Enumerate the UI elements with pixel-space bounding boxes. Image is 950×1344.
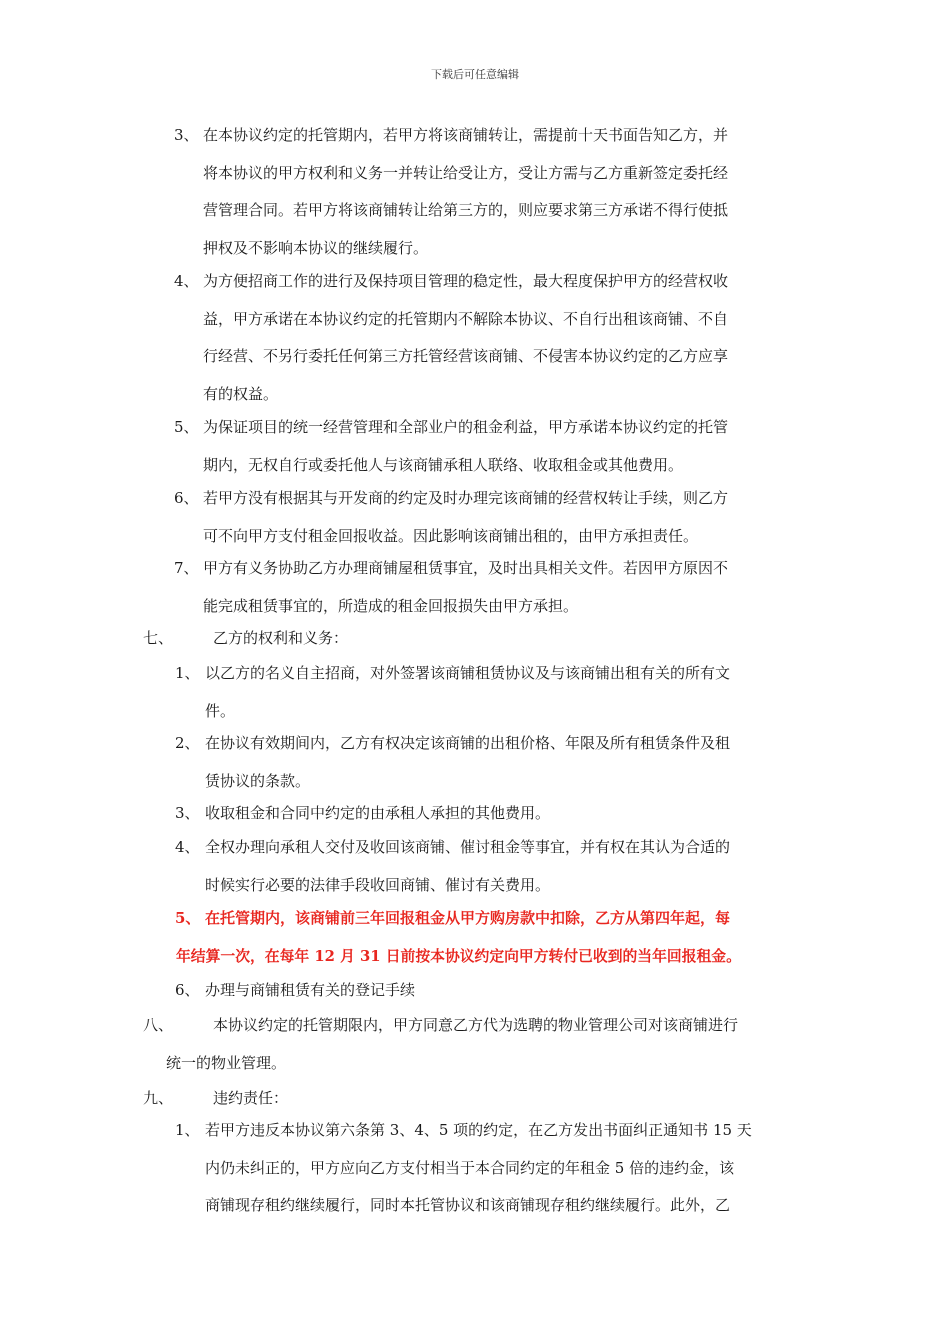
- text-line: 行经营、不另行委托任何第三方托管经营该商铺、不侵害本协议约定的乙方应享: [203, 347, 729, 365]
- text-line: 能完成租赁事宜的，所造成的租金回报损失由甲方承担。: [203, 596, 579, 615]
- list-item: [174, 550, 808, 625]
- section-heading: [143, 620, 349, 658]
- section-title: 乙方的权利和义务：: [213, 629, 349, 647]
- list-item: [175, 1112, 810, 1225]
- item-number: 1、: [175, 664, 200, 682]
- list-item: [174, 480, 808, 555]
- text-line: 在本协议约定的托管期内，若甲方将该商铺转让，需提前十天书面告知乙方，并: [203, 126, 729, 144]
- list-item: [174, 263, 808, 413]
- list-item: [174, 409, 808, 484]
- text-line: 若甲方没有根据其与开发商的约定及时办理完该商铺的经营权转让手续，则乙方: [203, 489, 729, 507]
- item-number: 6、: [174, 489, 199, 507]
- text-line: 若甲方违反本协议第六条第 3、4、5 项的约定，在乙方发出书面纠正通知书 15 天: [205, 1121, 752, 1139]
- section-number: 九、: [143, 1089, 174, 1107]
- section-number: 八、: [143, 1016, 174, 1034]
- item-number: 7、: [174, 559, 199, 577]
- section-number: 七、: [143, 629, 174, 647]
- text-line: 押权及不影响本协议的继续履行。: [203, 238, 429, 257]
- text-line: 将本协议的甲方权利和义务一并转让给受让方，受让方需与乙方重新签定委托经: [203, 163, 729, 182]
- list-item: [175, 972, 810, 1010]
- list-item: [175, 725, 810, 800]
- text-line: 期内，无权自行或委托他人与该商铺承租人联络、收取租金或其他费用。: [203, 455, 684, 474]
- item-number: 4、: [175, 838, 200, 856]
- text-line: 办理与商铺租赁有关的登记手续: [205, 981, 416, 999]
- item-number: 1、: [175, 1121, 200, 1139]
- text-line: 收取租金和合同中约定的由承租人承担的其他费用。: [205, 804, 551, 822]
- item-number: 2、: [175, 734, 200, 752]
- list-item: [175, 795, 810, 833]
- text-line: 时候实行必要的法律手段收回商铺、催讨有关费用。: [205, 875, 551, 894]
- section-heading: [143, 1080, 289, 1118]
- text-line: 为方便招商工作的进行及保持项目管理的稳定性，最大程度保护甲方的经营权收: [203, 272, 729, 290]
- item-number: 3、: [174, 126, 199, 144]
- item-number: 5、: [174, 418, 199, 436]
- highlighted-list-item: [175, 900, 820, 975]
- list-item: [174, 117, 808, 267]
- text-line: 甲方有义务协助乙方办理商铺屋租赁事宜，及时出具相关文件。若因甲方原因不: [203, 559, 729, 577]
- text-line: 赁协议的条款。: [205, 771, 311, 790]
- section-title: 违约责任：: [213, 1089, 289, 1107]
- text-line: 可不向甲方支付租金回报收益。因此影响该商铺出租的，由甲方承担责任。: [203, 526, 699, 545]
- text-line: 件。: [205, 701, 236, 720]
- section-text-cont: [166, 1045, 796, 1083]
- text-line: 营管理合同。若甲方将该商铺转让给第三方的，则应要求第三方承诺不得行使抵: [203, 201, 729, 219]
- text-line: 以乙方的名义自主招商，对外签署该商铺租赁协议及与该商铺出租有关的所有文: [205, 664, 731, 682]
- text-line: 有的权益。: [203, 384, 279, 403]
- list-item: [175, 829, 810, 904]
- item-number: 4、: [174, 272, 199, 290]
- text-line: 为保证项目的统一经营管理和全部业户的租金利益，甲方承诺本协议约定的托管: [203, 418, 729, 436]
- text-line: 益，甲方承诺在本协议约定的托管期内不解除本协议、不自行出租该商铺、不自: [203, 309, 729, 328]
- item-number: 6、: [175, 981, 200, 999]
- item-number: 5、: [175, 909, 201, 927]
- text-line: 年结算一次，在每年 12 月 31 日前按本协议约定向甲方转付已收到的当年回报租金。: [176, 947, 741, 965]
- text-line: 商铺现存租约继续履行，同时本托管协议和该商铺现存租约继续履行。此外，乙: [205, 1196, 731, 1214]
- list-item: [175, 655, 810, 730]
- text-line: 本协议约定的托管期限内，甲方同意乙方代为选聘的物业管理公司对该商铺进行: [213, 1016, 739, 1034]
- section-text: [213, 1007, 808, 1045]
- text-line: 全权办理向承租人交付及收回该商铺、催讨租金等事宜，并有权在其认为合适的: [205, 838, 731, 856]
- text-line: 在协议有效期间内，乙方有权决定该商铺的出租价格、年限及所有租赁条件及租: [205, 734, 731, 752]
- text-line: 统一的物业管理。: [166, 1053, 287, 1072]
- text-line: 内仍未纠正的，甲方应向乙方支付相当于本合同约定的年租金 5 倍的违约金，该: [205, 1158, 735, 1177]
- item-number: 3、: [175, 804, 200, 822]
- page-header: 下载后可任意编辑: [431, 68, 519, 81]
- text-line: 在托管期内，该商铺前三年回报租金从甲方购房款中扣除，乙方从第四年起，每: [205, 909, 731, 927]
